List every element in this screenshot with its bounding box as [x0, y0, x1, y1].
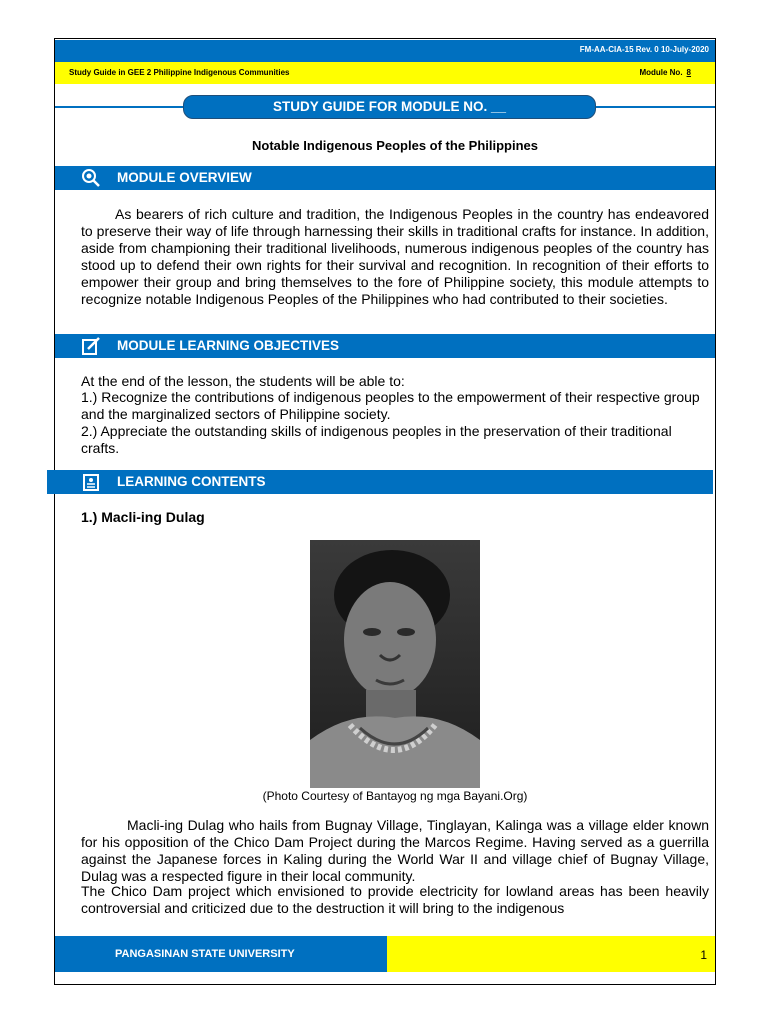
magnifier-icon [81, 168, 101, 188]
course-title: Study Guide in GEE 2 Philippine Indigenous Communities [69, 68, 290, 77]
section-bar-overview [55, 166, 715, 190]
section-title-objectives: MODULE LEARNING OBJECTIVES [117, 338, 340, 353]
footer-university: PANGASINAN STATE UNIVERSITY [115, 948, 295, 960]
section-title-overview: MODULE OVERVIEW [117, 170, 252, 185]
content-paragraph-2: The Chico Dam project which envisioned to provide electricity for lowland areas has been heavily controversial and criticized due to the destruction it will bring to the indigenous [81, 883, 709, 916]
objective-item-1: 1.) Recognize the contributions of indigenous peoples to the empowerment of their respective group and the marginalized sectors of Philippine society. [81, 389, 700, 422]
study-guide-title: STUDY GUIDE FOR MODULE NO. __ [183, 95, 596, 119]
objectives-intro: At the end of the lesson, the students will be able to: [81, 373, 405, 389]
page-number: 1 [700, 948, 707, 962]
content-heading: 1.) Macli-ing Dulag [81, 509, 205, 525]
module-subtitle: Notable Indigenous Peoples of the Philippines [251, 138, 539, 153]
module-label: Module No. [639, 68, 683, 77]
section-title-contents: LEARNING CONTENTS [117, 474, 266, 489]
form-code: FM-AA-CIA-15 Rev. 0 10-July-2020 [579, 45, 709, 54]
footer-university-bar [55, 936, 387, 972]
portrait-photo [310, 540, 480, 788]
content-paragraph-1: Macli-ing Dulag who hails from Bugnay Village, Tinglayan, Kalinga was a village elder known for his opposition of the Chico Dam Project during the Marcos Regime. Having served as a guerrilla against the Japanese forces in Kaling during the World War II and village chief of Bugnay Village, Dulag was a respected figure in their local community. [81, 817, 709, 884]
section-bar-contents [47, 470, 713, 494]
document-icon [81, 472, 101, 492]
footer-page-bar [387, 936, 715, 972]
module-number: 8 [686, 68, 691, 77]
header-form-code-bar [55, 40, 715, 62]
edit-icon [81, 336, 101, 356]
photo-caption: (Photo Courtesy of Bantayog ng mga Bayani.Org) [262, 789, 528, 803]
overview-text: As bearers of rich culture and tradition, the Indigenous Peoples in the country has endeavored to preserve their way of life through harnessing their skills in traditional crafts for instance. In addition, aside from championing their traditional livelihoods, numerous indigenous peoples of the country has stood up to defend their own rights for their survival and recognition. In recognition of their efforts to empower their group and bring themselves to the fore of Philippine society, this module attempts to recognize notable Indigenous Peoples of the Philippines who had contributed to their societies. [81, 206, 709, 307]
module-number-label [639, 68, 695, 77]
portrait-illustration [310, 540, 480, 788]
section-bar-objectives [55, 334, 715, 358]
header-course-bar [55, 62, 715, 84]
objective-item-2: 2.) Appreciate the outstanding skills of indigenous peoples in the preservation of their traditional crafts. [81, 423, 672, 456]
